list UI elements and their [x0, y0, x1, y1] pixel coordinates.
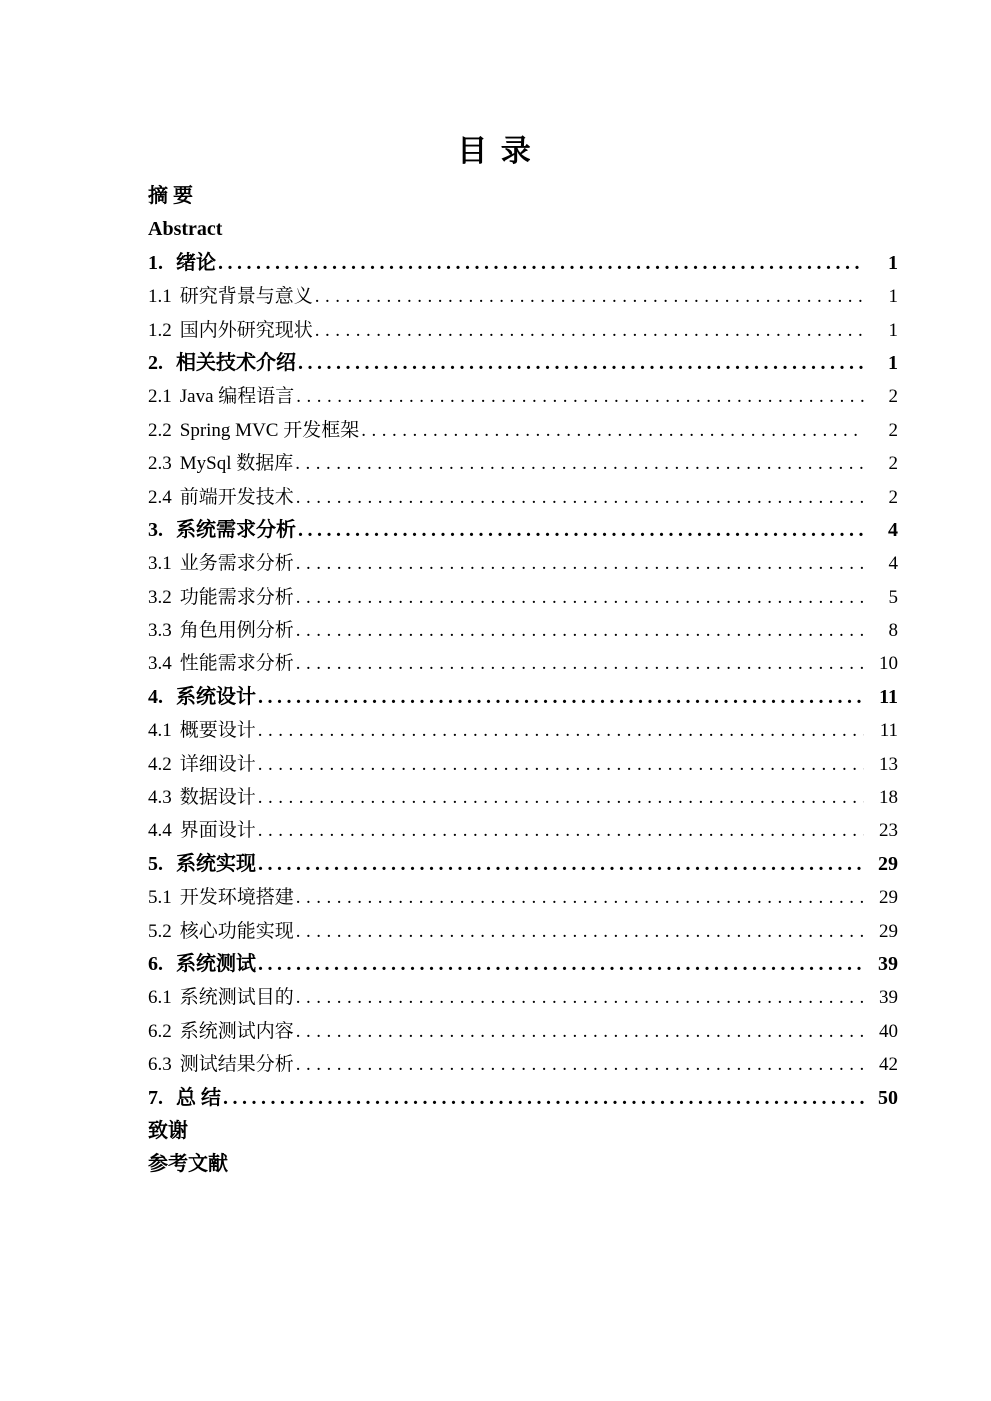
toc-page-number: 1	[888, 286, 898, 308]
toc-entry-number: 1.	[148, 251, 163, 274]
toc-entry-label: 绪论	[176, 251, 216, 274]
toc-entry[interactable]	[148, 848, 898, 881]
toc-entry-number: 2.	[148, 351, 163, 374]
toc-page-number: 29	[879, 887, 898, 909]
toc-entry[interactable]	[148, 948, 898, 981]
toc-page-number: 40	[879, 1020, 898, 1042]
toc-entry[interactable]	[148, 314, 898, 347]
toc-page-number: 4	[888, 553, 898, 575]
toc-page-number: 2	[888, 453, 898, 475]
toc-entry-label: 国内外研究现状	[179, 319, 313, 341]
toc-page-number: 5	[888, 586, 898, 608]
toc-entry-number: 3.4	[148, 653, 172, 675]
toc-entry-number: 6.2	[148, 1020, 172, 1042]
toc-entry[interactable]	[148, 1148, 898, 1181]
toc-entry-number: 6.1	[148, 987, 172, 1009]
toc-page-number: 10	[879, 653, 898, 675]
toc-leader-dots	[223, 1082, 864, 1115]
toc-entry[interactable]	[148, 1082, 898, 1115]
toc-page-number: 8	[888, 620, 898, 642]
toc-list	[148, 180, 898, 1182]
toc-entry-label: 参考文献	[148, 1153, 228, 1176]
toc-entry-label: 性能需求分析	[179, 653, 294, 675]
toc-entry-number: 4.1	[148, 720, 172, 742]
toc-page-number: 4	[888, 518, 898, 541]
toc-entry-number: 6.	[148, 952, 163, 975]
toc-page-number: 29	[879, 920, 898, 942]
toc-entry-label: Java 编程语言	[179, 386, 295, 408]
toc-entry[interactable]	[148, 681, 898, 714]
toc-page-number: 39	[879, 987, 898, 1009]
toc-entry-label: 系统需求分析	[176, 518, 296, 541]
toc-entry-label: 功能需求分析	[179, 586, 294, 608]
toc-entry-label: MySql 数据库	[179, 453, 294, 475]
toc-entry-number: 3.	[148, 518, 163, 541]
toc-entry-label: 开发环境搭建	[179, 887, 294, 909]
toc-entry-number: 2.4	[148, 486, 172, 508]
toc-entry-label: 测试结果分析	[179, 1054, 294, 1076]
toc-entry[interactable]	[148, 647, 898, 680]
toc-leader-dots	[258, 848, 864, 881]
toc-entry[interactable]	[148, 881, 898, 914]
toc-entry-label: 前端开发技术	[179, 486, 294, 508]
toc-entry-number: 5.2	[148, 920, 172, 942]
toc-entry[interactable]	[148, 614, 898, 647]
toc-entry[interactable]	[148, 1115, 898, 1148]
toc-entry[interactable]	[148, 1048, 898, 1081]
toc-entry[interactable]	[148, 781, 898, 814]
toc-page-number: 1	[888, 319, 898, 341]
toc-entry-label: 概要设计	[179, 720, 256, 742]
toc-leader-dots	[296, 981, 864, 1014]
toc-entry[interactable]	[148, 714, 898, 747]
toc-entry-label: 系统设计	[176, 685, 256, 708]
toc-entry-number: 5.1	[148, 887, 172, 909]
toc-leader-dots	[295, 447, 864, 480]
toc-page-number: 1	[888, 251, 898, 274]
toc-entry[interactable]	[148, 247, 898, 280]
toc-leader-dots	[258, 948, 864, 981]
toc-entry[interactable]	[148, 748, 898, 781]
toc-page-number: 2	[888, 419, 898, 441]
toc-entry-number: 2.3	[148, 453, 172, 475]
toc-page-number: 2	[888, 386, 898, 408]
toc-page-number: 29	[878, 852, 898, 875]
toc-leader-dots	[296, 380, 864, 413]
toc-entry-label: 核心功能实现	[179, 920, 294, 942]
toc-entry-number: 7.	[148, 1086, 163, 1109]
toc-entry-label: Abstract	[148, 218, 223, 241]
toc-entry[interactable]	[148, 213, 898, 246]
toc-page-number: 2	[888, 486, 898, 508]
toc-entry[interactable]	[148, 981, 898, 1014]
toc-entry[interactable]	[148, 581, 898, 614]
toc-leader-dots	[296, 1048, 864, 1081]
toc-leader-dots	[218, 247, 864, 280]
toc-leader-dots	[296, 581, 864, 614]
toc-entry[interactable]	[148, 414, 898, 447]
toc-entry-number: 2.1	[148, 386, 172, 408]
toc-entry[interactable]	[148, 280, 898, 313]
toc-entry-number: 4.4	[148, 820, 172, 842]
toc-leader-dots	[296, 1015, 864, 1048]
toc-entry[interactable]	[148, 547, 898, 580]
toc-page-number: 11	[879, 720, 898, 742]
toc-leader-dots	[258, 714, 864, 747]
toc-entry-label: 系统测试内容	[179, 1020, 294, 1042]
toc-entry-label: 数据设计	[179, 787, 256, 809]
toc-page-number: 1	[888, 351, 898, 374]
toc-entry-label: 详细设计	[179, 753, 256, 775]
toc-entry[interactable]	[148, 814, 898, 847]
toc-leader-dots	[361, 414, 864, 447]
toc-entry-number: 3.1	[148, 553, 172, 575]
toc-entry-number: 1.1	[148, 286, 172, 308]
toc-entry-label: Spring MVC 开发框架	[179, 419, 360, 441]
toc-entry[interactable]	[148, 1015, 898, 1048]
toc-leader-dots	[296, 614, 864, 647]
toc-page-number: 39	[878, 952, 898, 975]
toc-leader-dots	[296, 915, 864, 948]
toc-entry-label: 业务需求分析	[179, 553, 294, 575]
toc-leader-dots	[296, 647, 864, 680]
toc-entry-number: 1.2	[148, 319, 172, 341]
toc-entry[interactable]	[148, 481, 898, 514]
toc-entry-number: 4.	[148, 685, 163, 708]
toc-entry-label: 系统测试目的	[179, 987, 294, 1009]
toc-leader-dots	[258, 748, 864, 781]
toc-leader-dots	[258, 781, 864, 814]
toc-leader-dots	[298, 347, 864, 380]
toc-entry-number: 3.3	[148, 620, 172, 642]
toc-leader-dots	[296, 481, 864, 514]
toc-page-number: 50	[878, 1086, 898, 1109]
toc-entry-label: 角色用例分析	[179, 620, 294, 642]
toc-entry[interactable]	[148, 347, 898, 380]
toc-leader-dots	[258, 814, 864, 847]
toc-entry-label: 致谢	[148, 1119, 188, 1142]
toc-entry-label: 研究背景与意义	[179, 286, 313, 308]
toc-entry-number: 4.3	[148, 787, 172, 809]
toc-entry[interactable]	[148, 447, 898, 480]
toc-entry-label: 摘 要	[148, 185, 193, 207]
toc-entry[interactable]	[148, 915, 898, 948]
toc-leader-dots	[298, 514, 864, 547]
toc-page-number: 18	[879, 787, 898, 809]
toc-leader-dots	[315, 314, 864, 347]
toc-entry-label: 系统测试	[176, 952, 256, 975]
page-title: 目 录	[457, 135, 534, 168]
toc-leader-dots	[315, 280, 864, 313]
toc-entry-number: 2.2	[148, 419, 172, 441]
toc-page-number: 11	[879, 685, 898, 708]
toc-entry[interactable]	[148, 180, 898, 213]
toc-entry-number: 3.2	[148, 586, 172, 608]
toc-leader-dots	[296, 547, 864, 580]
toc-entry-label: 界面设计	[179, 820, 256, 842]
toc-page-number: 42	[879, 1054, 898, 1076]
toc-page-number: 23	[879, 820, 898, 842]
toc-entry[interactable]	[148, 514, 898, 547]
toc-entry-label: 总 结	[176, 1086, 221, 1109]
toc-entry-number: 5.	[148, 852, 163, 875]
toc-entry-number: 6.3	[148, 1054, 172, 1076]
toc-page-number: 13	[879, 753, 898, 775]
toc-entry-label: 相关技术介绍	[176, 351, 296, 374]
toc-leader-dots	[296, 881, 864, 914]
toc-entry-label: 系统实现	[176, 852, 256, 875]
toc-leader-dots	[258, 681, 864, 714]
toc-entry-number: 4.2	[148, 753, 172, 775]
toc-entry[interactable]	[148, 380, 898, 413]
